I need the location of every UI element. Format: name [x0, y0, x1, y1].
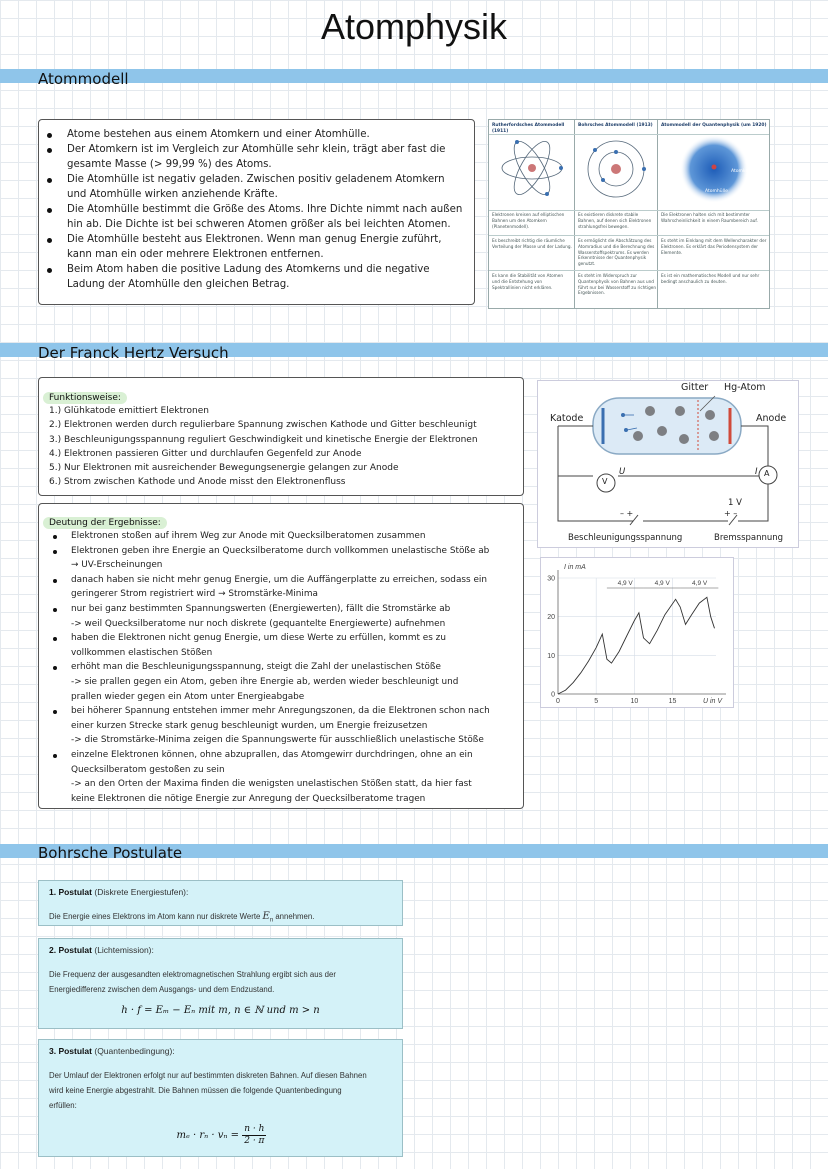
- list-item: 5.) Nur Elektronen mit ausreichender Bewegungsenergie gelangen zur Anode: [49, 463, 399, 474]
- table-rule: [489, 210, 769, 211]
- postulat-3-number: 3. Postulat: [49, 1046, 92, 1056]
- list-item: [43, 573, 519, 602]
- formula-fraction: [242, 1124, 266, 1147]
- postulat-2-line: Energiedifferenz zwischen dem Ausgangs- und dem Endzustand.: [49, 985, 275, 994]
- postulat-1-name: (Diskrete Energiestufen):: [94, 887, 189, 897]
- list-item: 6.) Strom zwischen Kathode und Anode misst den Elektronenfluss: [49, 477, 346, 488]
- rutherford-atom-illustration: [497, 136, 567, 200]
- x-tick-label: 0: [556, 698, 560, 705]
- list-item: 2.) Elektronen werden durch regulierbare Spannung zwischen Kathode und Gitter beschleunigt: [49, 420, 477, 431]
- y-axis-label: I in mA: [564, 564, 586, 571]
- list-item-line: Quecksilberatom gestoßen zu sein: [71, 764, 225, 775]
- hg-atom-label: Hg-Atom: [724, 382, 766, 393]
- bremsspannung-label: Bremsspannung: [714, 533, 784, 543]
- formula-denominator: 2 · π: [244, 1136, 265, 1146]
- section-title-bohr: Bohrsche Postulate: [38, 844, 183, 862]
- x-axis-label: U in V: [702, 698, 722, 705]
- postulat-3-formula: [39, 1124, 404, 1147]
- section-title-atommodell: Atommodell: [38, 70, 129, 88]
- list-item: 3.) Beschleunigungsspannung reguliert Geschwindigkeit und kinetische Energie der Elektronen: [49, 434, 478, 445]
- section-title-franck-hertz: Der Franck Hertz Versuch: [38, 344, 229, 362]
- list-item: [43, 544, 519, 573]
- list-item: Beim Atom haben die positive Ladung des Atomkerns und die negative Ladung der Atomhülle den gleichen Betrag.: [39, 262, 466, 292]
- list-item-line: Elektronen geben ihre Energie an Quecksilberatome durch vollkommen unelastische Stöße ab: [71, 545, 490, 556]
- list-item-line: einer kurzen Strecke stark genug beschleunigt wurden, um Energie freizusetzen: [71, 720, 428, 731]
- voltage-u-label: U: [619, 467, 626, 477]
- deutung-list: [43, 529, 519, 806]
- list-item-line: geringerer Strom registriert wird → Stromstärke-Minima: [71, 589, 318, 600]
- list-item: Die Atomhülle besteht aus Elektronen. Wenn man genug Energie zuführt, kann man ein oder mehrere Elektronen entfernen.: [39, 232, 466, 262]
- annotation-label: 4,9 V: [617, 580, 633, 587]
- list-item: 1.) Glühkatode emittiert Elektronen: [49, 406, 209, 416]
- atomhuelle-label: Atomhülle: [705, 189, 728, 194]
- table-column-rutherford: [489, 120, 574, 308]
- franck-hertz-chart: [540, 557, 734, 708]
- postulat-1-header: [39, 881, 402, 897]
- anode-label: Anode: [756, 413, 787, 424]
- table-cell: Es steht im Einklang mit dem Wellencharakter der Elektronen. Es erklärt das Periodensystem der Elemente.: [661, 238, 767, 255]
- deutung-card: [38, 503, 524, 809]
- funktionsweise-label: Funktionsweise:: [43, 392, 127, 404]
- annotation-label: 4,9 V: [692, 580, 708, 587]
- franck-hertz-apparatus-diagram: [537, 380, 799, 548]
- table-cell: Es beschreibt richtig die räumliche Verteilung der Masse und der Ladung.: [492, 238, 572, 249]
- beschleunigungsspannung-label: Beschleunigungsspannung: [568, 533, 683, 543]
- list-item: [43, 660, 519, 704]
- list-item-line: bei höherer Spannung entstehen immer mehr Anregungszonen, da die Elektronen schon nach: [71, 706, 490, 717]
- postulat-2-card: [38, 938, 403, 1029]
- apparatus-circuit: [538, 381, 800, 549]
- table-cell: Es steht im Widerspruch zur Quantenphysik von Bahnen aus und führt nur bei Wasserstoff zu richtigen Ergebnissen.: [578, 273, 656, 296]
- table-header: Bohrsches Atommodell (1913): [578, 123, 653, 128]
- list-item-line: nur bei ganz bestimmten Spannungswerten (Energiewerten), fällt die Stromstärke ab: [71, 603, 451, 614]
- table-column-quantum: [657, 120, 769, 308]
- table-cell: Es ist ein mathematisches Modell und nur sehr bedingt anschaulich zu deuten.: [661, 273, 760, 284]
- list-item: [43, 748, 519, 806]
- postulat-3-card: [38, 1039, 403, 1157]
- polarity-left: – +: [620, 509, 634, 518]
- list-item: [43, 704, 519, 748]
- x-tick-label: 5: [594, 698, 599, 705]
- postulat-2-name: (Lichtemission):: [94, 945, 154, 955]
- current-voltage-plot: [541, 558, 735, 709]
- list-item: [43, 529, 519, 544]
- list-item-line: vollkommen elastischen Stößen: [71, 647, 213, 658]
- postulat-2-text: [39, 955, 402, 997]
- table-header: Rutherfordsches Atommodell (1911): [492, 123, 565, 134]
- list-item-line: -> an den Orten der Maxima finden die wenigsten unelastischen Stößen statt, da hier fast: [71, 779, 472, 790]
- list-item-line: → UV-Erscheinungen: [71, 560, 163, 571]
- list-item: [43, 631, 519, 660]
- list-item-line: -> sie prallen gegen ein Atom, geben ihre Energie ab, werden wieder beschleunigt und: [71, 676, 459, 687]
- atomkern-label: Atomkern: [731, 169, 753, 174]
- postulat-3-text: [39, 1056, 402, 1113]
- table-cell: Die Elektronen halten sich mit bestimmter Wahrscheinlichkeit in einem Raumbereich auf.: [661, 212, 758, 223]
- list-item: 4.) Elektronen passieren Gitter und durchlaufen Gegenfeld zur Anode: [49, 448, 362, 459]
- list-item: Atome bestehen aus einem Atomkern und einer Atomhülle.: [39, 127, 466, 142]
- list-item-line: prallen wieder gegen ein Atom unter Energieabgabe: [71, 691, 305, 702]
- formula-lhs: mₑ · rₙ · vₙ =: [176, 1130, 240, 1141]
- voltmeter-symbol: V: [602, 477, 608, 486]
- funktionsweise-list: [43, 404, 523, 490]
- katode-label: Katode: [550, 413, 584, 424]
- list-item-line: -> die Stromstärke-Minima zeigen die Spannungswerte für ausschließlich unelastische Stöße: [71, 735, 484, 746]
- table-cell: Es ermöglicht die Abschätzung des Atomradius und die Berechnung des Wasserstoffspektrums. Es werden Erkenntnisse der Quantenphysik genutzt.: [578, 238, 655, 267]
- table-rule: [489, 270, 769, 271]
- list-item-line: einzelne Elektronen können, ohne abzuprallen, das Atomgewirr durchdringen, ohne an ein: [71, 749, 473, 760]
- funktionsweise-card: [38, 377, 524, 496]
- table-column-bohr: [574, 120, 657, 308]
- page-title: Atomphysik: [320, 6, 508, 47]
- table-cell: Elektronen kreisen auf elliptischen Bahnen um den Atomkern (Planetenmodell).: [492, 212, 565, 229]
- postulat-1-text: [39, 897, 402, 929]
- list-item: Der Atomkern ist im Vergleich zur Atomhülle sehr klein, trägt aber fast die gesamte Masse (> 99,99 %) des Atoms.: [39, 142, 466, 172]
- postulat-1-ending: annehmen.: [275, 912, 315, 921]
- y-tick-label: 10: [547, 652, 555, 660]
- atommodell-card: [38, 119, 475, 305]
- list-item: [43, 602, 519, 631]
- postulat-3-line: wird keine Energie abgestrahlt. Die Bahnen müssen die folgende Quantenbedingung: [49, 1086, 342, 1095]
- y-tick-label: 0: [551, 691, 555, 699]
- postulat-1-card: [38, 880, 403, 926]
- deutung-label: Deutung der Ergebnisse:: [43, 517, 167, 529]
- postulat-1-sentence: Die Energie eines Elektrons im Atom kann nur diskrete Werte: [49, 912, 261, 921]
- annotation-label: 4,9 V: [654, 580, 670, 587]
- postulat-2-header: [39, 939, 402, 955]
- table-header: Atommodell der Quantenphysik (um 1920): [661, 123, 767, 128]
- gitter-label: Gitter: [681, 382, 709, 393]
- postulat-3-line: Der Umlauf der Elektronen erfolgt nur auf bestimmten diskreten Bahnen. Auf diesen Bahnen: [49, 1071, 367, 1080]
- postulat-3-name: (Quantenbedingung):: [94, 1046, 175, 1056]
- postulat-1-number: 1. Postulat: [49, 887, 92, 897]
- energy-subscript: n: [269, 917, 274, 924]
- polarity-right: + –: [724, 509, 738, 518]
- table-rule: [489, 235, 769, 236]
- list-item: Die Atomhülle bestimmt die Größe des Atoms. Ihre Dichte nimmt nach außen hin ab. Die Dichte ist bei schweren Atomen größer als bei leichten Atomen.: [39, 202, 466, 232]
- formula-numerator: n · h: [242, 1124, 266, 1136]
- y-tick-label: 30: [547, 575, 555, 583]
- bohr-atom-illustration: [583, 136, 649, 202]
- postulat-2-number: 2. Postulat: [49, 945, 92, 955]
- table-cell: Es kann die Stabilität von Atomen und die Entstehung von Spektrallinien nicht erklären.: [492, 273, 563, 290]
- atommodell-comparison-table: [488, 119, 770, 309]
- ammeter-symbol: A: [764, 469, 770, 478]
- series-line: [558, 597, 715, 694]
- postulat-3-header: [39, 1040, 402, 1056]
- y-tick-label: 20: [547, 614, 555, 622]
- energy-symbol: E: [262, 911, 270, 922]
- list-item-line: danach haben sie nicht mehr genug Energie, um die Auffängerplatte zu erreichen, sodass ein: [71, 574, 487, 585]
- x-tick-label: 10: [630, 698, 639, 705]
- table-rule: [489, 134, 769, 135]
- current-i-label: I: [755, 467, 758, 477]
- one-volt-label: 1 V: [728, 498, 742, 508]
- list-item: Die Atomhülle ist negativ geladen. Zwischen positiv geladenem Atomkern und Atomhülle wirken anziehende Kräfte.: [39, 172, 466, 202]
- postulat-2-formula: h · f = Eₘ − Eₙ mit m, n ∈ ℕ und m > n: [121, 1005, 320, 1016]
- postulat-2-line: Die Frequenz der ausgesandten elektromagnetischen Strahlung ergibt sich aus der: [49, 970, 336, 979]
- x-tick-label: 15: [668, 698, 677, 705]
- list-item-line: erhöht man die Beschleunigungsspannung, steigt die Zahl der unelastischen Stöße: [71, 662, 441, 673]
- list-item-line: -> weil Quecksilberatome nur noch diskrete (gequantelte Energiewerte) aufnehmen: [71, 618, 446, 629]
- list-item-line: haben die Elektronen nicht genug Energie, um diese Werte zu erfüllen, kommt es zu: [71, 633, 446, 644]
- list-item-line: keine Elektronen die nötige Energie zur Anregung der Quecksilberatome tragen: [71, 793, 426, 804]
- atommodell-bullet-list: [39, 120, 474, 298]
- postulat-3-line: erfüllen:: [49, 1101, 77, 1110]
- table-cell: Es existieren diskrete stabile Bahnen, auf denen sich Elektronen strahlungsfrei bewegen.: [578, 212, 652, 229]
- list-item-line: Elektronen stoßen auf ihrem Weg zur Anode mit Quecksilberatomen zusammen: [71, 531, 426, 541]
